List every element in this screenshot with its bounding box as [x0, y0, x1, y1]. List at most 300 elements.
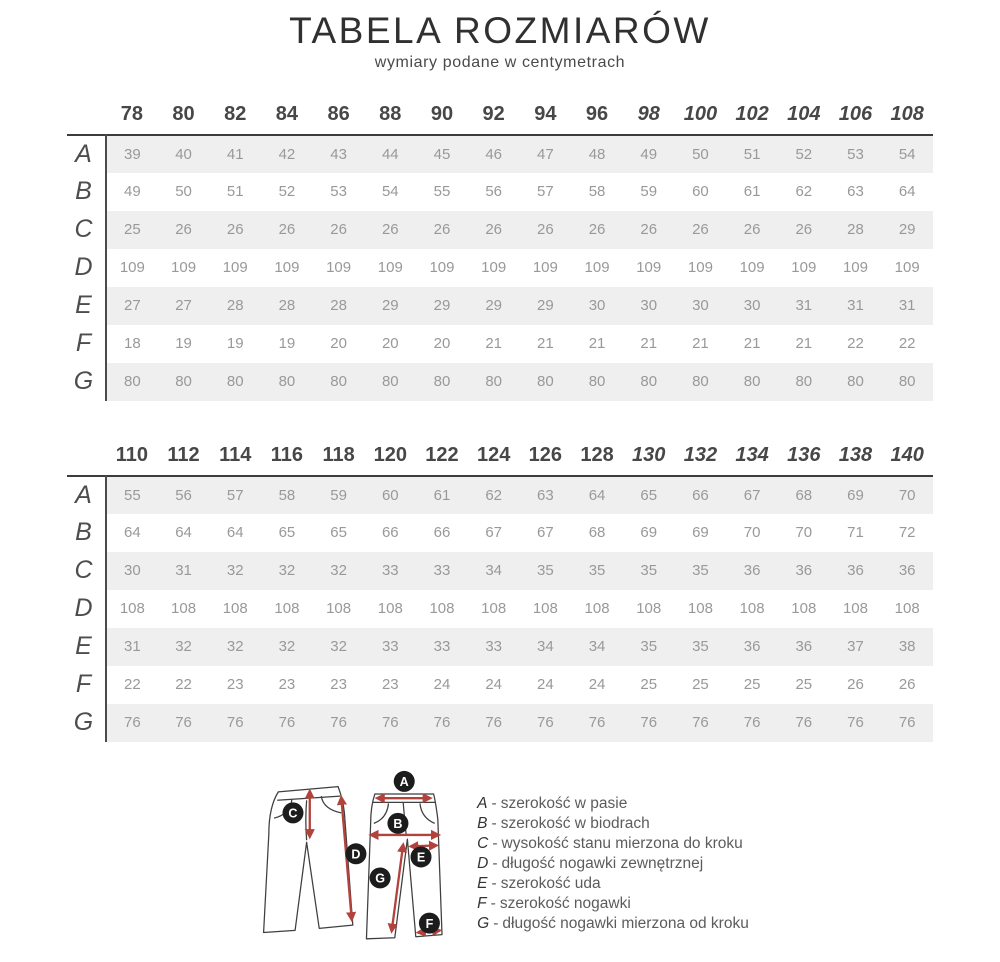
size-column-header: 102 [735, 102, 769, 125]
size-cell: 108 [274, 600, 300, 618]
table-row [67, 363, 933, 401]
size-cell: 28 [313, 287, 365, 325]
size-cell: 21 [537, 335, 554, 353]
size-cell: 65 [330, 524, 347, 542]
measurement-diagram-section [0, 768, 1000, 948]
size-cell: 62 [468, 476, 520, 514]
row-label: E [67, 287, 106, 325]
size-cell: 69 [692, 524, 709, 542]
page-header [0, 0, 1000, 72]
marker-c-icon [283, 802, 304, 823]
size-cell: 36 [830, 552, 882, 590]
size-cell: 26 [726, 211, 778, 249]
table-row [67, 325, 933, 363]
size-column-header: 78 [120, 102, 143, 125]
legend-item [477, 794, 749, 814]
size-cell: 109 [842, 259, 868, 277]
legend-letter: E [477, 874, 488, 892]
size-cell: 109 [326, 259, 352, 277]
size-cell: 23 [226, 676, 244, 694]
size-cell: 32 [158, 628, 210, 666]
size-cell: 36 [881, 552, 933, 590]
size-cell: 26 [520, 211, 572, 249]
page-subtitle: wymiary podane w centymetrach [374, 53, 626, 71]
size-cell: 108 [636, 600, 662, 618]
row-label: C [67, 552, 106, 590]
size-column-header: 94 [534, 102, 557, 125]
marker-d-icon [346, 843, 367, 864]
size-column-header: 106 [838, 102, 873, 125]
size-cell: 32 [261, 552, 313, 590]
size-cell: 64 [898, 183, 916, 201]
size-cell: 30 [623, 287, 675, 325]
size-cell: 64 [226, 524, 244, 542]
table-row [67, 704, 933, 742]
size-cell: 26 [623, 211, 675, 249]
size-cell: 109 [894, 259, 920, 277]
size-cell: 57 [537, 183, 554, 201]
size-cell: 108 [894, 600, 920, 618]
size-cell: 109 [119, 259, 145, 277]
size-cell: 67 [537, 524, 554, 542]
size-cell: 56 [158, 476, 210, 514]
size-cell: 80 [364, 363, 416, 401]
size-cell: 35 [571, 552, 623, 590]
size-cell: 20 [433, 335, 451, 353]
legend-letter: F [477, 894, 487, 912]
size-cell: 80 [468, 363, 520, 401]
size-cell: 26 [778, 211, 830, 249]
size-cell: 35 [675, 628, 727, 666]
svg-text:D: D [351, 847, 361, 862]
size-cell: 66 [433, 524, 451, 542]
size-cell: 49 [124, 183, 141, 201]
size-cell: 53 [330, 183, 347, 201]
size-cell: 36 [778, 628, 830, 666]
legend-desc: szerokość uda [500, 874, 601, 892]
size-cell: 109 [584, 259, 610, 277]
svg-text:A: A [399, 774, 409, 789]
size-column-header: 98 [637, 102, 660, 125]
size-cell: 63 [520, 476, 572, 514]
svg-text:G: G [375, 871, 386, 886]
size-cell: 53 [830, 135, 882, 173]
size-cell: 108 [429, 600, 455, 618]
size-column-header: 134 [735, 443, 769, 466]
size-cell: 32 [261, 628, 313, 666]
size-cell: 21 [743, 335, 761, 353]
size-cell: 67 [485, 524, 502, 542]
size-column-header: 86 [327, 102, 350, 125]
size-cell: 29 [468, 287, 520, 325]
size-cell: 32 [209, 552, 261, 590]
pants-measurement-diagram [251, 768, 463, 948]
size-cell: 44 [364, 135, 416, 173]
size-cell: 57 [209, 476, 261, 514]
size-cell: 70 [743, 524, 761, 542]
size-cell: 20 [330, 335, 347, 353]
size-cell: 76 [571, 704, 623, 742]
size-column-header: 116 [270, 443, 304, 466]
size-cell: 33 [468, 628, 520, 666]
table-row [67, 173, 933, 211]
size-cell: 62 [795, 183, 813, 201]
svg-text:F: F [425, 916, 434, 931]
size-cell: 21 [588, 335, 606, 353]
size-cell: 80 [313, 363, 365, 401]
size-cell: 33 [364, 628, 416, 666]
row-label: A [67, 135, 106, 173]
size-cell: 67 [726, 476, 778, 514]
row-label: E [67, 628, 106, 666]
size-cell: 76 [158, 704, 210, 742]
size-cell: 108 [584, 600, 610, 618]
legend-desc: szerokość w pasie [500, 794, 628, 812]
table-row [67, 590, 933, 628]
size-cell: 27 [158, 287, 210, 325]
size-cell: 38 [881, 628, 933, 666]
corner-cell [67, 437, 106, 476]
size-cell: 24 [537, 676, 554, 694]
size-cell: 34 [468, 552, 520, 590]
size-cell: 80 [830, 363, 882, 401]
legend-dash: - [491, 794, 497, 812]
size-cell: 108 [171, 600, 197, 618]
size-cell: 24 [433, 676, 451, 694]
size-cell: 25 [795, 676, 813, 694]
size-cell: 108 [481, 600, 507, 618]
table-row [67, 552, 933, 590]
size-cell: 22 [175, 676, 192, 694]
size-cell: 58 [588, 183, 606, 201]
size-cell: 41 [209, 135, 261, 173]
row-label: D [67, 249, 106, 287]
size-cell: 30 [726, 287, 778, 325]
size-column-header: 120 [373, 443, 407, 466]
table-row [67, 666, 933, 704]
table-row [67, 287, 933, 325]
row-label: C [67, 211, 106, 249]
size-cell: 68 [778, 476, 830, 514]
size-cell: 27 [106, 287, 158, 325]
size-cell: 47 [520, 135, 572, 173]
size-cell: 36 [726, 628, 778, 666]
size-cell: 50 [675, 135, 727, 173]
size-column-header: 110 [115, 443, 148, 466]
size-cell: 50 [175, 183, 192, 201]
pants-left-icon [264, 786, 353, 932]
size-cell: 70 [881, 476, 933, 514]
size-cell: 26 [571, 211, 623, 249]
size-column-header: 126 [528, 443, 563, 466]
size-cell: 29 [520, 287, 572, 325]
size-cell: 108 [739, 600, 765, 618]
size-cell: 80 [881, 363, 933, 401]
size-column-header: 118 [322, 443, 355, 466]
size-table-1 [67, 96, 933, 401]
size-cell: 76 [209, 704, 261, 742]
size-cell: 48 [571, 135, 623, 173]
size-tables [0, 96, 1000, 742]
size-cell: 28 [830, 211, 882, 249]
size-header-row [67, 96, 933, 135]
size-cell: 109 [532, 259, 558, 277]
size-table-2 [67, 437, 933, 742]
size-cell: 109 [274, 259, 300, 277]
legend-dash: - [490, 894, 496, 912]
table-row [67, 211, 933, 249]
svg-text:E: E [416, 850, 426, 865]
legend-dash: - [491, 814, 497, 832]
row-label: G [67, 363, 106, 401]
size-cell: 43 [313, 135, 365, 173]
size-cell: 36 [778, 552, 830, 590]
svg-text:C: C [288, 806, 298, 821]
legend-dash: - [492, 834, 498, 852]
table-row [67, 135, 933, 173]
size-cell: 30 [675, 287, 727, 325]
size-cell: 23 [278, 676, 296, 694]
row-label: B [67, 173, 106, 211]
size-cell: 31 [778, 287, 830, 325]
size-column-header: 84 [275, 102, 299, 125]
size-cell: 29 [881, 211, 933, 249]
size-cell: 64 [571, 476, 623, 514]
size-cell: 109 [222, 259, 248, 277]
size-cell: 22 [847, 335, 864, 353]
size-cell: 31 [830, 287, 882, 325]
size-cell: 108 [791, 600, 817, 618]
row-label: D [67, 590, 106, 628]
size-cell: 21 [692, 335, 709, 353]
size-cell: 76 [675, 704, 727, 742]
size-cell: 40 [158, 135, 210, 173]
size-cell: 109 [687, 259, 713, 277]
size-cell: 80 [416, 363, 468, 401]
legend-desc: wysokość stanu mierzona do kroku [501, 834, 743, 852]
size-cell: 69 [640, 524, 658, 542]
size-cell: 22 [898, 335, 916, 353]
size-cell: 66 [381, 524, 399, 542]
legend-dash: - [491, 874, 497, 892]
size-cell: 60 [692, 183, 709, 201]
size-cell: 76 [623, 704, 675, 742]
size-cell: 32 [209, 628, 261, 666]
size-cell: 70 [795, 524, 813, 542]
table-row [67, 249, 933, 287]
size-cell: 26 [158, 211, 210, 249]
arrow-e [411, 845, 437, 846]
size-cell: 76 [261, 704, 313, 742]
size-column-header: 130 [632, 443, 666, 466]
size-cell: 20 [381, 335, 399, 353]
size-cell: 80 [261, 363, 313, 401]
size-cell: 26 [898, 676, 916, 694]
legend-letter: A [477, 794, 488, 812]
size-cell: 54 [381, 183, 399, 201]
size-cell: 63 [847, 183, 864, 201]
size-cell: 25 [106, 211, 158, 249]
size-cell: 30 [571, 287, 623, 325]
size-cell: 26 [364, 211, 416, 249]
size-cell: 64 [175, 524, 192, 542]
size-cell: 80 [520, 363, 572, 401]
legend-item [477, 914, 749, 934]
size-cell: 24 [485, 676, 502, 694]
size-column-header: 92 [482, 102, 505, 125]
size-cell: 42 [261, 135, 313, 173]
size-cell: 109 [636, 259, 662, 277]
size-cell: 29 [416, 287, 468, 325]
size-cell: 71 [847, 524, 864, 542]
size-cell: 39 [106, 135, 158, 173]
size-cell: 59 [640, 183, 658, 201]
marker-a-icon [394, 770, 415, 791]
size-cell: 35 [623, 628, 675, 666]
size-cell: 32 [313, 628, 365, 666]
size-cell: 108 [532, 600, 558, 618]
legend-dash: - [493, 914, 499, 932]
size-column-header: 82 [224, 102, 247, 125]
row-label: G [67, 704, 106, 742]
size-cell: 76 [416, 704, 468, 742]
size-cell: 60 [364, 476, 416, 514]
size-cell: 45 [416, 135, 468, 173]
size-cell: 36 [726, 552, 778, 590]
size-cell: 109 [429, 259, 455, 277]
row-label: F [67, 666, 106, 704]
size-cell: 34 [571, 628, 623, 666]
size-cell: 26 [209, 211, 261, 249]
corner-cell [67, 96, 106, 135]
size-cell: 25 [640, 676, 658, 694]
size-cell: 52 [278, 183, 296, 201]
size-cell: 25 [743, 676, 761, 694]
size-cell: 30 [106, 552, 158, 590]
size-cell: 21 [640, 335, 658, 353]
size-cell: 80 [675, 363, 727, 401]
row-label: B [67, 514, 106, 552]
table-row [67, 476, 933, 514]
size-column-header: 112 [167, 443, 200, 466]
size-cell: 33 [416, 628, 468, 666]
size-cell: 26 [847, 676, 864, 694]
size-cell: 61 [743, 183, 761, 201]
size-cell: 29 [364, 287, 416, 325]
table-row [67, 514, 933, 552]
table-row [67, 628, 933, 666]
size-cell: 80 [778, 363, 830, 401]
size-column-header: 132 [683, 443, 718, 466]
size-cell: 66 [675, 476, 727, 514]
size-cell: 69 [830, 476, 882, 514]
size-cell: 22 [124, 676, 141, 694]
size-cell: 58 [261, 476, 313, 514]
legend-letter: C [477, 834, 489, 852]
size-column-header: 128 [580, 443, 614, 466]
size-header-row [67, 437, 933, 476]
size-column-header: 124 [476, 443, 511, 466]
size-cell: 33 [416, 552, 468, 590]
size-cell: 72 [898, 524, 916, 542]
size-cell: 19 [278, 335, 296, 353]
size-cell: 25 [692, 676, 709, 694]
size-cell: 76 [313, 704, 365, 742]
size-column-header: 88 [379, 102, 402, 125]
size-cell: 76 [830, 704, 882, 742]
legend-desc: szerokość w biodrach [500, 814, 650, 832]
size-cell: 80 [726, 363, 778, 401]
size-cell: 18 [124, 335, 141, 353]
size-cell: 59 [313, 476, 365, 514]
size-column-header: 108 [890, 102, 924, 125]
legend-desc: szerokość nogawki [499, 894, 631, 912]
size-column-header: 100 [683, 102, 718, 125]
size-cell: 28 [261, 287, 313, 325]
size-cell: 23 [330, 676, 347, 694]
size-cell: 108 [377, 600, 403, 618]
size-cell: 28 [209, 287, 261, 325]
size-cell: 108 [119, 600, 145, 618]
size-cell: 65 [278, 524, 296, 542]
legend-dash: - [492, 854, 498, 872]
svg-text:B: B [393, 816, 403, 831]
size-cell: 76 [364, 704, 416, 742]
size-cell: 37 [830, 628, 882, 666]
size-cell: 51 [726, 135, 778, 173]
size-cell: 80 [623, 363, 675, 401]
size-cell: 76 [520, 704, 572, 742]
size-cell: 49 [623, 135, 675, 173]
size-column-header: 136 [787, 443, 821, 466]
size-cell: 19 [226, 335, 244, 353]
size-column-header: 122 [425, 443, 459, 466]
size-column-header: 80 [172, 102, 195, 125]
size-cell: 80 [158, 363, 210, 401]
size-column-header: 138 [838, 443, 873, 466]
size-cell: 65 [623, 476, 675, 514]
size-cell: 31 [881, 287, 933, 325]
size-cell: 26 [416, 211, 468, 249]
size-cell: 26 [675, 211, 727, 249]
legend-item [477, 834, 749, 854]
size-cell: 31 [106, 628, 158, 666]
size-cell: 55 [106, 476, 158, 514]
size-cell: 24 [588, 676, 606, 694]
size-cell: 80 [209, 363, 261, 401]
size-cell: 35 [520, 552, 572, 590]
size-column-header: 104 [787, 102, 821, 125]
legend-desc: długość nogawki zewnętrznej [501, 854, 704, 872]
size-cell: 55 [433, 183, 451, 201]
size-cell: 76 [468, 704, 520, 742]
size-cell: 35 [675, 552, 727, 590]
marker-b-icon [388, 812, 409, 833]
size-cell: 21 [795, 335, 813, 353]
size-cell: 35 [623, 552, 675, 590]
size-cell: 109 [739, 259, 765, 277]
size-cell: 76 [778, 704, 830, 742]
legend-item [477, 894, 749, 914]
size-cell: 56 [485, 183, 502, 201]
size-cell: 19 [175, 335, 192, 353]
size-cell: 68 [588, 524, 606, 542]
size-cell: 108 [687, 600, 713, 618]
size-column-header: 96 [585, 102, 609, 125]
size-cell: 31 [158, 552, 210, 590]
size-cell: 54 [881, 135, 933, 173]
size-cell: 80 [571, 363, 623, 401]
